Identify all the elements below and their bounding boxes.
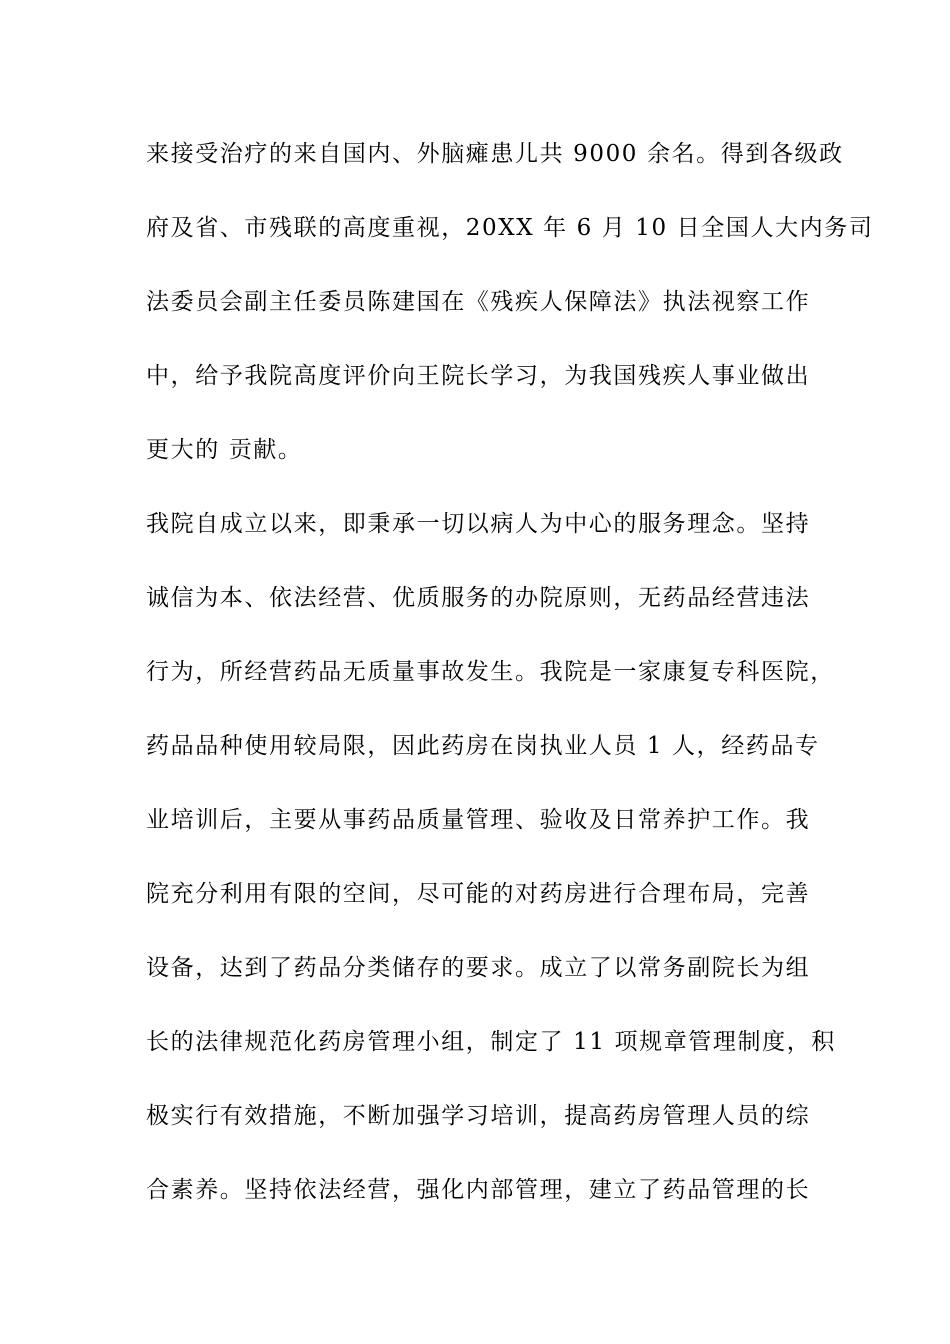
- text-line: 我院自成立以来，即秉承一切以病人为中心的服务理念。坚持: [146, 511, 811, 537]
- text-line: 中，给予我院高度评价向王院长学习，为我国残疾人事业做出: [146, 363, 811, 389]
- text-line: 来接受治疗的来自国内、外脑瘫患儿共 9000 余名。得到各级政: [146, 141, 844, 167]
- text-line: 长的法律规范化药房管理小组，制定了 11 项规章管理制度，积: [146, 1029, 836, 1055]
- text-line: 诚信为本、依法经营、优质服务的办院原则，无药品经营违法: [146, 585, 811, 611]
- text-line: 府及省、市残联的高度重视，20XX 年 6 月 10 日全国人大内务司: [146, 215, 874, 241]
- text-line: 极实行有效措施，不断加强学习培训，提高药房管理人员的综: [146, 1103, 811, 1129]
- text-line: 法委员会副主任委员陈建国在《残疾人保障法》执法视察工作: [146, 289, 811, 315]
- text-line: 设备，达到了药品分类储存的要求。成立了以常务副院长为组: [146, 955, 811, 981]
- text-line: 更大的 贡献。: [146, 437, 303, 463]
- text-line: 行为，所经营药品无质量事故发生。我院是一家康复专科医院，: [146, 659, 835, 685]
- text-line: 药品品种使用较局限，因此药房在岗执业人员 1 人，经药品专: [146, 733, 820, 759]
- text-line: 合素养。坚持依法经营，强化内部管理，建立了药品管理的长: [146, 1177, 811, 1203]
- text-line: 业培训后，主要从事药品质量管理、验收及日常养护工作。我: [146, 807, 811, 833]
- text-line: 院充分利用有限的空间，尽可能的对药房进行合理布局，完善: [146, 881, 811, 907]
